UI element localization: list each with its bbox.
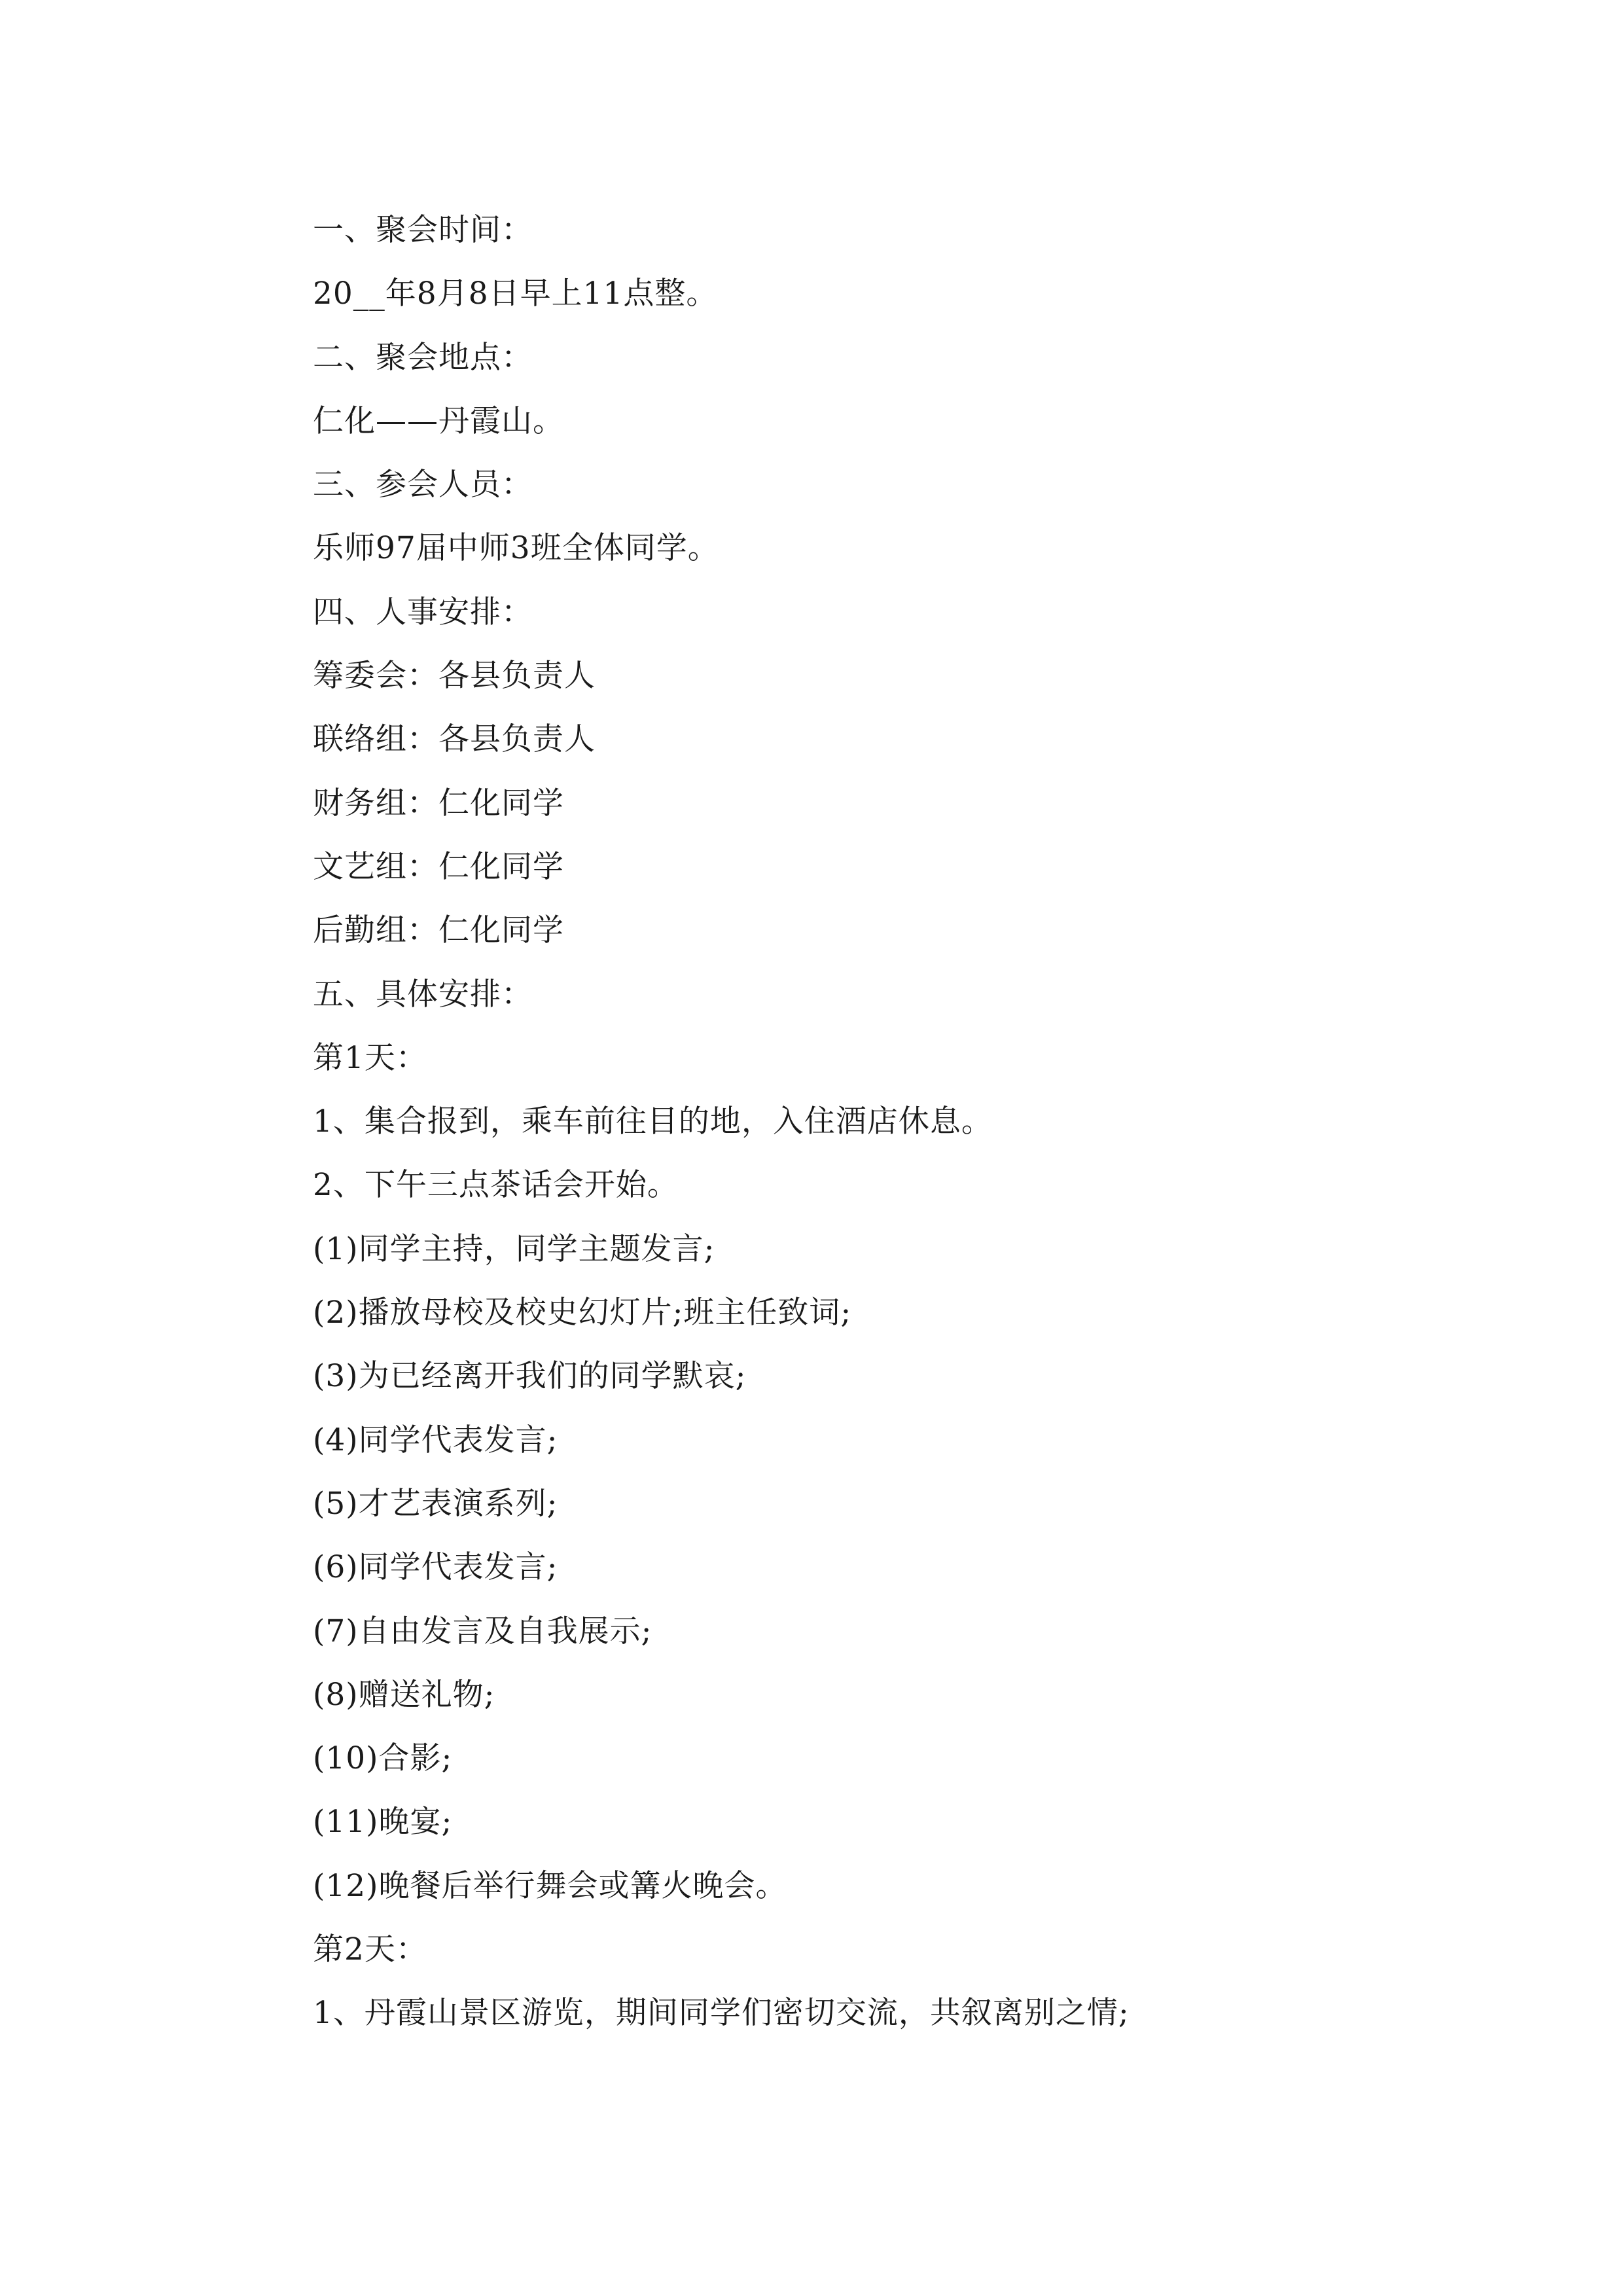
staffing-item: 筹委会：各县负责人 bbox=[313, 658, 596, 694]
meeting-time-text: 20__年8月8日早上11点整。 bbox=[313, 276, 718, 312]
section-heading-staffing: 四、人事安排： bbox=[313, 594, 533, 630]
agenda-item: (1)同学主持，同学主题发言; bbox=[313, 1230, 715, 1267]
agenda-item: (2)播放母校及校史幻灯片;班主任致词; bbox=[313, 1295, 852, 1331]
meeting-location-text: 仁化——丹霞山。 bbox=[313, 403, 564, 439]
agenda-item: (7)自由发言及自我展示; bbox=[313, 1613, 652, 1649]
schedule-item: 2、下午三点茶话会开始。 bbox=[313, 1167, 679, 1204]
agenda-item: (5)才艺表演系列; bbox=[313, 1485, 558, 1522]
agenda-item: (10)合影; bbox=[313, 1740, 453, 1777]
section-heading-schedule: 五、具体安排： bbox=[313, 976, 533, 1013]
staffing-item: 联络组：各县负责人 bbox=[313, 721, 596, 758]
section-heading-attendees: 三、参会人员： bbox=[313, 467, 533, 503]
agenda-item: (11)晚宴; bbox=[313, 1804, 453, 1840]
day-heading: 第1天： bbox=[313, 1039, 427, 1076]
staffing-item: 文艺组：仁化同学 bbox=[313, 848, 564, 885]
agenda-item: (6)同学代表发言; bbox=[313, 1549, 558, 1586]
agenda-item: (12)晚餐后举行舞会或篝火晚会。 bbox=[313, 1867, 787, 1904]
agenda-item: (3)为已经离开我们的同学默哀; bbox=[313, 1358, 747, 1395]
section-heading-location: 二、聚会地点： bbox=[313, 339, 533, 376]
schedule-item: 1、集合报到，乘车前往目的地，入住酒店休息。 bbox=[313, 1103, 993, 1140]
section-heading-time: 一、聚会时间： bbox=[313, 212, 533, 248]
document-body bbox=[313, 204, 1556, 2051]
attendees-text: 乐师97届中师3班全体同学。 bbox=[313, 530, 719, 567]
agenda-item: (8)赠送礼物; bbox=[313, 1676, 495, 1713]
schedule-item: 1、丹霞山景区游览，期间同学们密切交流，共叙离别之情; bbox=[313, 1995, 1130, 2032]
staffing-item: 后勤组：仁化同学 bbox=[313, 912, 564, 949]
day-heading: 第2天： bbox=[313, 1931, 427, 1968]
staffing-item: 财务组：仁化同学 bbox=[313, 785, 564, 821]
agenda-item: (4)同学代表发言; bbox=[313, 1422, 558, 1458]
